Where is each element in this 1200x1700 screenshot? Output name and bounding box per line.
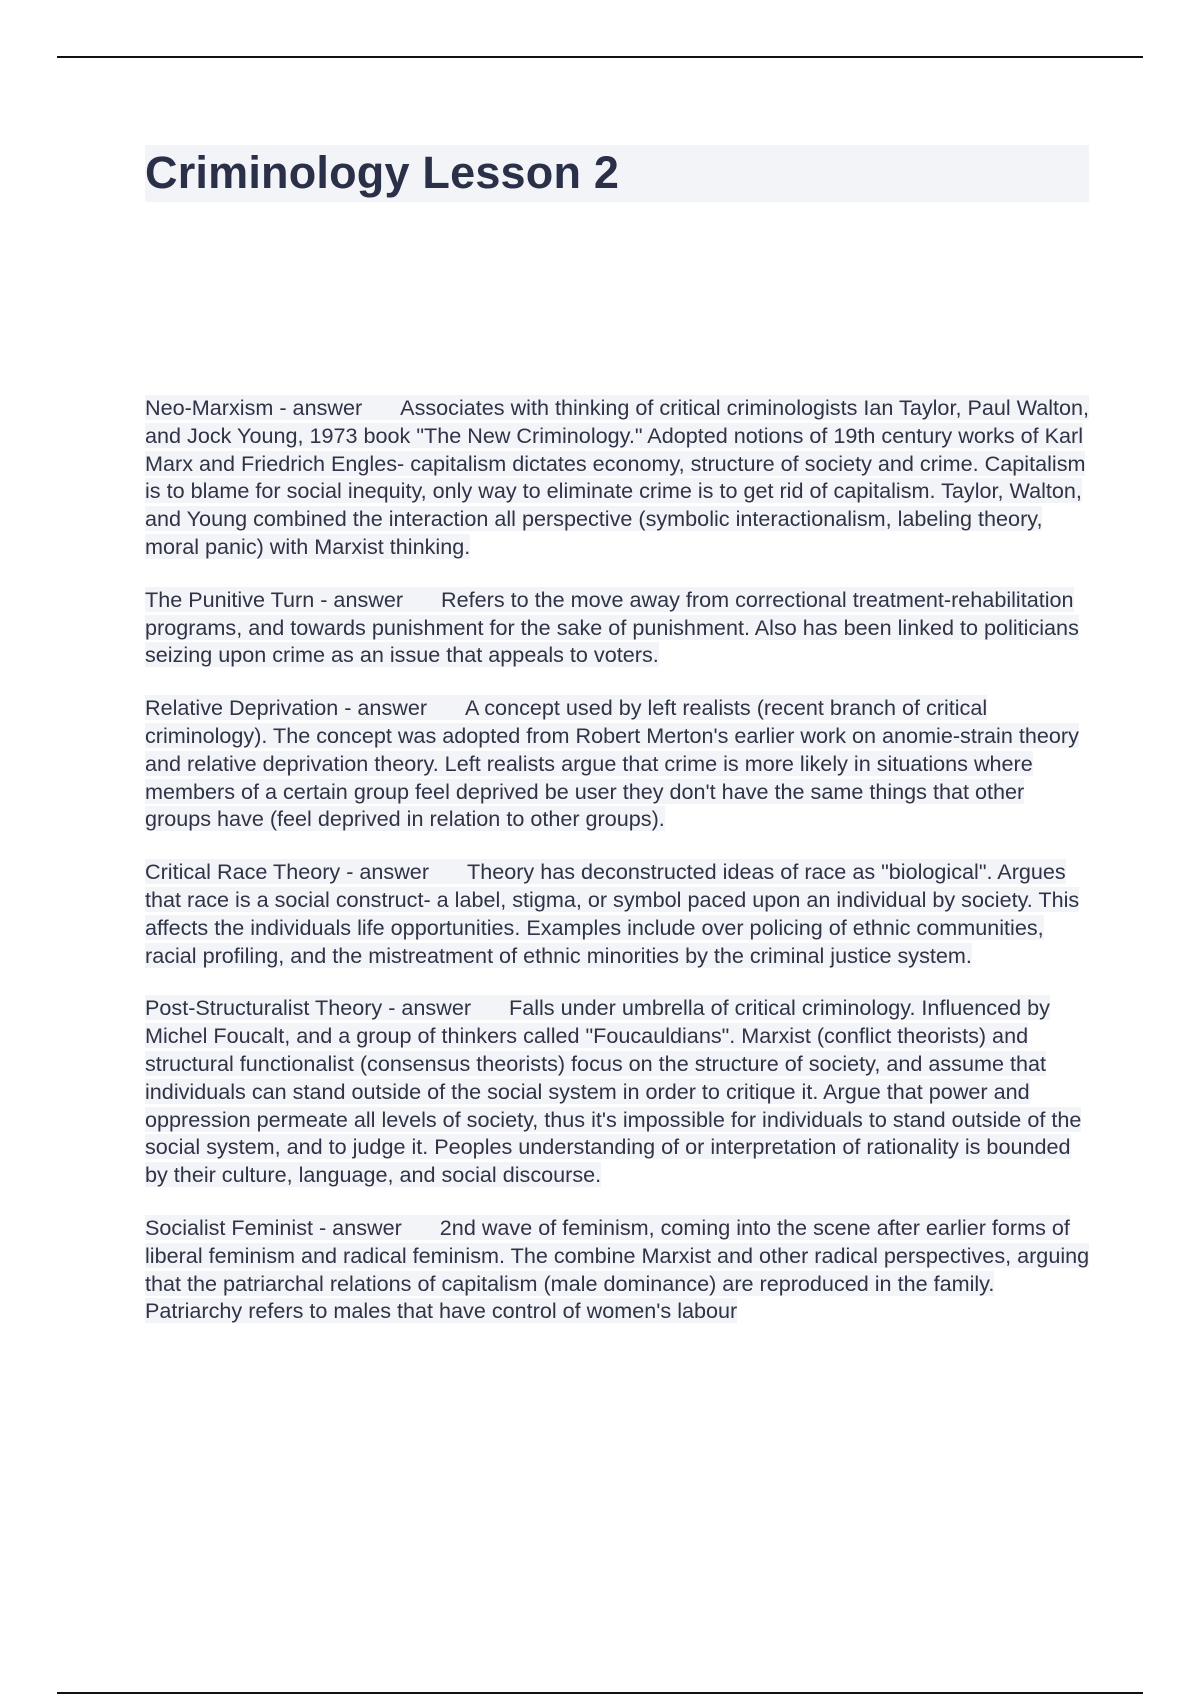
entry-definition: A concept used by left realists (recent branch of critical criminology). The concept was adopted from Robert Merton's earlier work on anomie-strain theory and relative deprivation theory. Left realists argue that crime is more likely in situations where members of a certain group feel deprived be user they don't have the same things that other groups have (feel deprived in relation to other groups). [145, 695, 1079, 832]
top-rule [57, 56, 1143, 58]
flashcard-list [145, 394, 1095, 1350]
entry-term: Relative Deprivation - answer [145, 695, 428, 721]
entry-definition: Refers to the move away from correctional treatment-rehabilitation programs, and towards punishment for the sake of punishment. Also has been linked to politicians seizing upon crime as an issue that appeals to voters. [145, 586, 1079, 668]
entry-term: Critical Race Theory - answer [145, 859, 430, 885]
entry-definition: Associates with thinking of critical criminologists Ian Taylor, Paul Walton, and Jock Young, 1973 book "The New Criminology." Adopted notions of 19th century works of Karl Marx and Friedrich Engles- capitalism dictates economy, structure of society and crime. Capitalism is to blame for social inequity, only way to eliminate crime is to get rid of capitalism. Taylor, Walton, and Young combined the interaction all perspective (symbolic interactionalism, labeling theory, moral panic) with Marxist thinking. [145, 395, 1090, 559]
bottom-rule [57, 1692, 1143, 1694]
entry-definition: Falls under umbrella of critical criminology. Influenced by Michel Foucalt, and a group of thinkers called "Foucauldians". Marxist (conflict theorists) and structural functionalist (consensus theorists) focus on the structure of society, and assume that individuals can stand outside of the social system in order to critique it. Argue that power and oppression permeate all levels of society, thus it's impossible for individuals to stand outside of the social system, and to judge it. Peoples understanding of or interpretation of rationality is bounded by their culture, language, and social discourse. [145, 995, 1082, 1188]
entry-term: Neo-Marxism - answer [145, 395, 363, 420]
entry-term: Socialist Feminist - answer [145, 1214, 402, 1240]
entry-term: The Punitive Turn - answer [145, 586, 404, 612]
flashcard-entry [145, 1214, 1095, 1325]
entry-term: Post-Structuralist Theory - answer [145, 995, 472, 1021]
flashcard-entry [145, 586, 1095, 669]
flashcard-entry [145, 394, 1095, 561]
entry-definition: Theory has deconstructed ideas of race as "biological". Argues that race is a social construct- a label, stigma, or symbol paced upon an individual by society. This affects the individuals life opportunities. Examples include over policing of ethnic communities, racial profiling, and the mistreatment of ethnic minorities by the criminal justice system. [145, 859, 1080, 968]
flashcard-entry [145, 694, 1095, 833]
page-title: Criminology Lesson 2 [145, 147, 620, 198]
flashcard-entry [145, 994, 1095, 1189]
flashcard-entry [145, 858, 1095, 969]
entry-definition: 2nd wave of feminism, coming into the scene after earlier forms of liberal feminism and radical feminism. The combine Marxist and other radical perspectives, arguing that the patriarchal relations of capitalism (male dominance) are reproduced in the family. Patriarchy refers to males that have control of women's labour [145, 1214, 1090, 1324]
